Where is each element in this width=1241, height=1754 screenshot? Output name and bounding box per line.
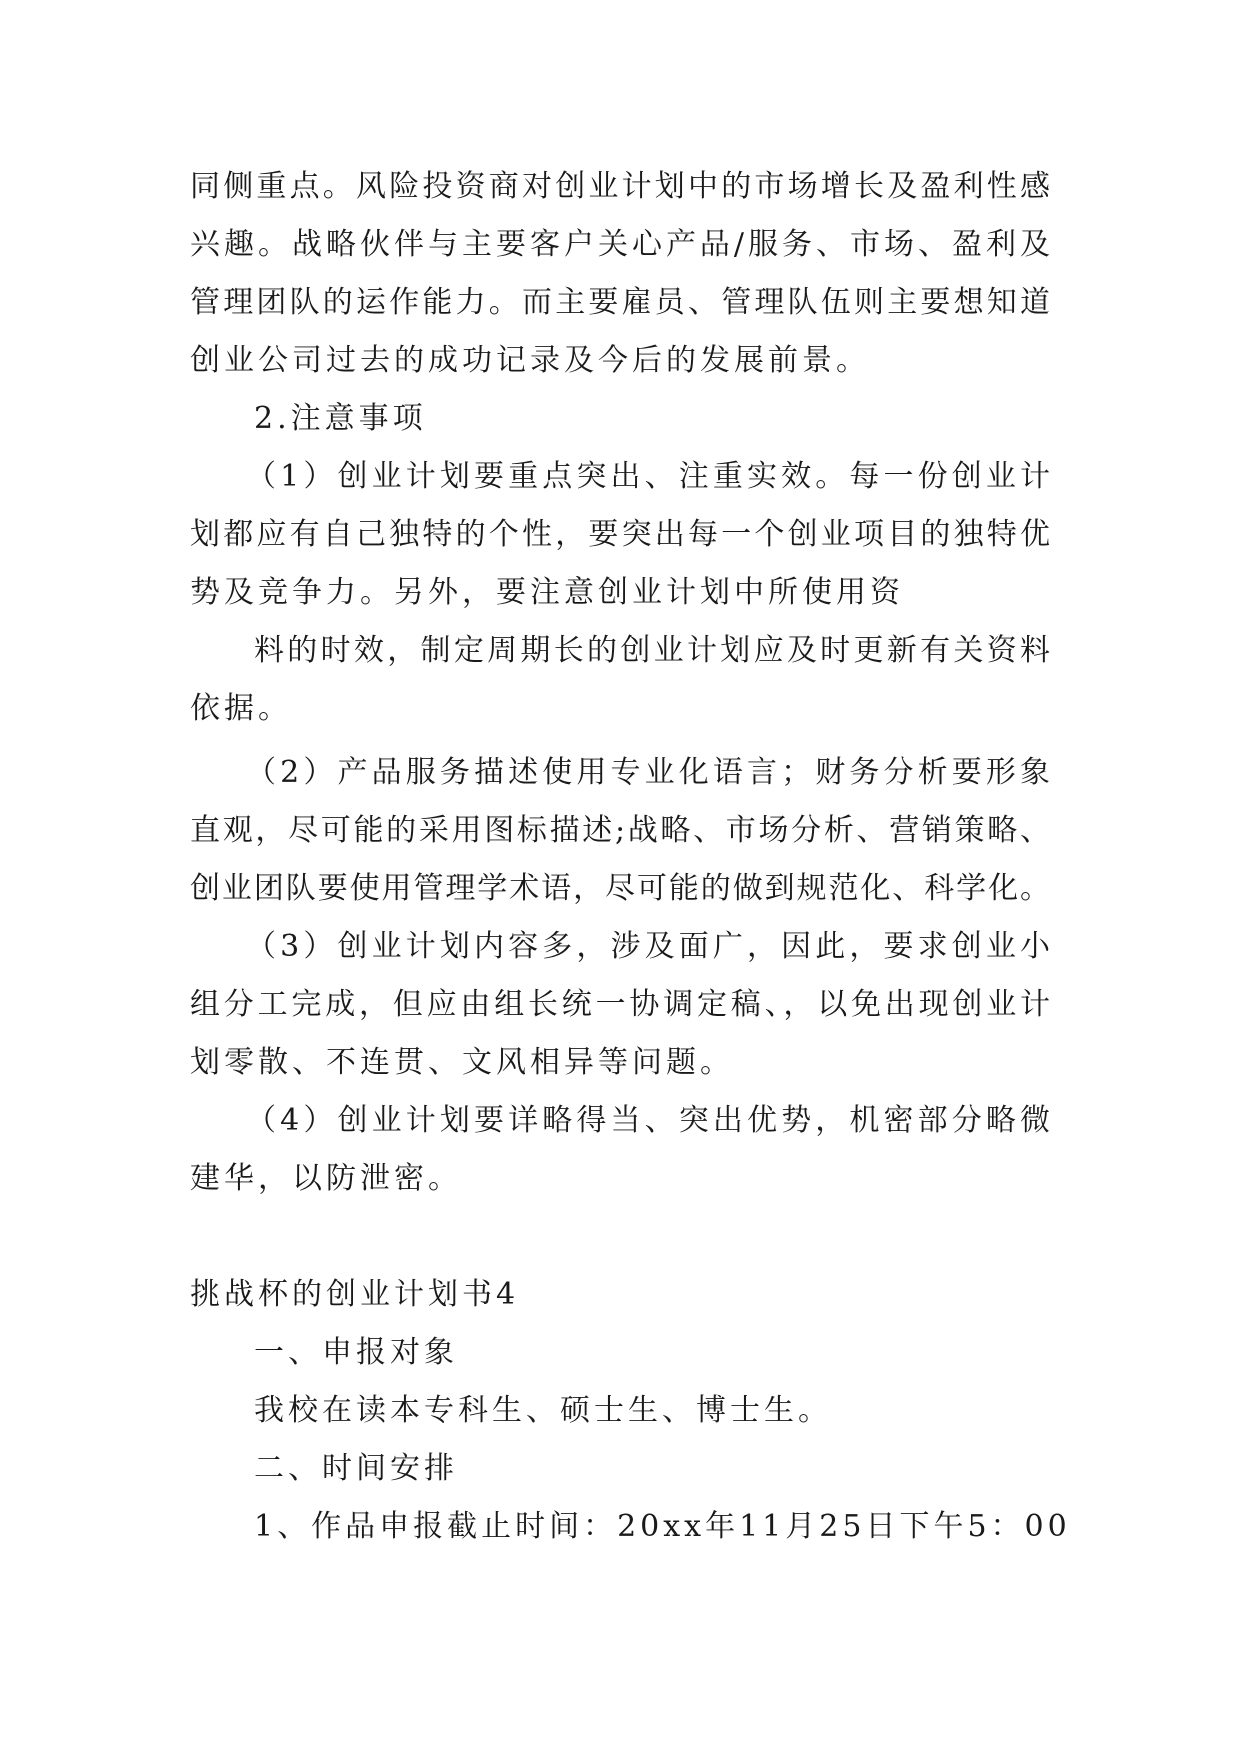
sub-heading-schedule: 二、时间安排 xyxy=(254,1451,458,1486)
list-item-3-line: 组分工完成，但应由组长统一协调定稿、，以免出现创业计 xyxy=(190,987,1050,1022)
sub-text-schedule: 1、作品申报截止时间：20xx年11月25日下午5：00 xyxy=(254,1509,1071,1544)
list-item-1-line: 势及竞争力。另外，要注意创业计划中所使用资 xyxy=(190,575,904,610)
list-item-2-line: 直观，尽可能的采用图标描述;战略、市场分析、营销策略、 xyxy=(190,813,1050,848)
section-heading-notes: 2.注意事项 xyxy=(254,401,427,436)
paragraph-line: 创业公司过去的成功记录及今后的发展前景。 xyxy=(190,343,870,378)
list-item-2-line: （2）产品服务描述使用专业化语言；财务分析要形象 xyxy=(246,755,1050,790)
list-item-2-line: 创业团队要使用管理学术语，尽可能的做到规范化、科学化。 xyxy=(190,871,1050,906)
document-body xyxy=(190,158,1071,1556)
list-item-1-line: （1）创业计划要重点突出、注重实效。每一份创业计 xyxy=(246,459,1050,494)
sub-heading-applicants: 一、申报对象 xyxy=(254,1335,458,1370)
paragraph-line: 同侧重点。风险投资商对创业计划中的市场增长及盈利性感 xyxy=(190,169,1050,204)
list-item-1-continuation: 依据。 xyxy=(190,691,292,726)
sub-text-applicants: 我校在读本专科生、硕士生、博士生。 xyxy=(254,1393,832,1428)
list-item-4-line: 建华，以防泄密。 xyxy=(190,1161,462,1196)
list-item-1-line: 划都应有自己独特的个性，要突出每一个创业项目的独特优 xyxy=(190,517,1050,552)
section-title: 挑战杯的创业计划书4 xyxy=(190,1277,520,1312)
list-item-3-line: （3）创业计划内容多，涉及面广，因此，要求创业小 xyxy=(246,929,1050,964)
paragraph-line: 管理团队的运作能力。而主要雇员、管理队伍则主要想知道 xyxy=(190,285,1050,320)
list-item-1-continuation: 料的时效，制定周期长的创业计划应及时更新有关资料 xyxy=(254,633,1050,668)
list-item-4-line: （4）创业计划要详略得当、突出优势，机密部分略微 xyxy=(246,1103,1050,1138)
list-item-3-line: 划零散、不连贯、文风相异等问题。 xyxy=(190,1045,734,1080)
paragraph-line: 兴趣。战略伙伴与主要客户关心产品/服务、市场、盈利及 xyxy=(190,227,1050,262)
